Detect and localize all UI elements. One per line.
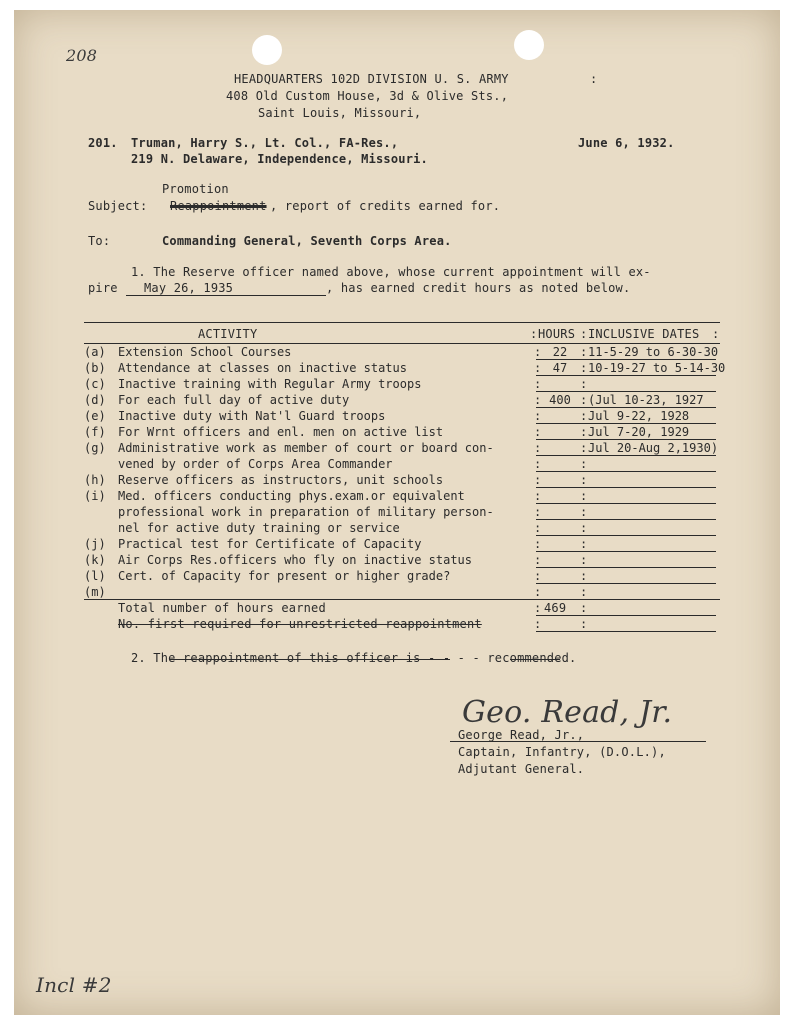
first-required-underline — [536, 631, 716, 632]
row-activity: Extension School Courses — [118, 345, 292, 359]
column-separator: : — [580, 537, 588, 551]
column-separator: : — [534, 441, 542, 455]
header-colon-2: : — [580, 327, 588, 341]
row-activity: Air Corps Res.officers who fly on inactive status — [118, 553, 473, 567]
expire-date-underline — [126, 295, 326, 296]
to-value: Commanding General, Seventh Corps Area. — [162, 234, 452, 248]
table-row — [84, 393, 724, 409]
column-separator: : — [580, 505, 588, 519]
header-rule — [84, 343, 720, 344]
column-separator: : — [534, 377, 542, 391]
punch-hole-left — [252, 35, 282, 65]
row-key: (i) — [84, 489, 106, 503]
row-dates: Jul 20-Aug 2,1930) — [588, 441, 719, 455]
row-underline — [536, 567, 716, 568]
row-key: (a) — [84, 345, 106, 359]
para1-prefix: pire — [88, 281, 118, 295]
subject-struck-word: Reappointment — [170, 199, 267, 213]
column-separator: : — [534, 345, 542, 359]
row-underline — [536, 391, 716, 392]
column-separator: : — [580, 457, 588, 471]
column-separator: : — [580, 473, 588, 487]
row-dates: Jul 7-20, 1929 — [588, 425, 690, 439]
table-row — [84, 505, 724, 521]
row-underline — [536, 471, 716, 472]
row-activity: Inactive training with Regular Army troops — [118, 377, 422, 391]
column-separator: : — [580, 361, 588, 375]
header-hours: HOURS — [538, 327, 576, 341]
row-key: (l) — [84, 569, 106, 583]
header-dates: INCLUSIVE DATES — [588, 327, 700, 341]
column-separator: : — [580, 393, 588, 407]
row-key: (m) — [84, 585, 106, 599]
column-separator: : — [534, 473, 542, 487]
subject-text: , report of credits earned for. — [270, 199, 501, 213]
subject-label: Subject: — [88, 199, 148, 213]
row-key: (f) — [84, 425, 106, 439]
column-separator: : — [580, 569, 588, 583]
row-underline — [536, 503, 716, 504]
table-row — [84, 537, 724, 553]
letterhead-line-1: HEADQUARTERS 102D DIVISION U. S. ARMY — [234, 72, 509, 86]
row-underline — [536, 439, 716, 440]
row-activity: For each full day of active duty — [118, 393, 350, 407]
table-row — [84, 569, 724, 585]
para1-suffix: , has earned credit hours as noted below. — [326, 281, 631, 295]
total-rule — [84, 599, 720, 600]
row-hours: 400 — [549, 393, 571, 407]
column-separator: : — [580, 553, 588, 567]
column-separator: : — [580, 409, 588, 423]
column-separator: : — [580, 489, 588, 503]
para2-strike-2 — [510, 659, 560, 660]
header-colon-1: : — [530, 327, 538, 341]
row-underline — [536, 583, 716, 584]
column-separator: : — [580, 377, 588, 391]
row-underline — [536, 359, 716, 360]
column-separator: : — [534, 361, 542, 375]
punch-hole-right — [514, 30, 544, 60]
row-activity: professional work in preparation of military person- — [118, 505, 494, 519]
table-row — [84, 489, 724, 505]
header-colon-3: : — [712, 327, 720, 341]
row-dates: (Jul 10-23, 1927 — [588, 393, 704, 407]
column-separator: : — [534, 537, 542, 551]
addressee-name: Truman, Harry S., Lt. Col., FA-Res., — [131, 136, 399, 150]
column-separator: : — [534, 457, 542, 471]
row-underline — [536, 487, 716, 488]
total-colon: : — [534, 601, 542, 615]
row-key: (e) — [84, 409, 106, 423]
table-row — [84, 457, 724, 473]
letter-date: June 6, 1932. — [578, 136, 675, 150]
column-separator: : — [534, 569, 542, 583]
expire-date: May 26, 1935 — [144, 281, 234, 295]
row-dates: 11-5-29 to 6-30-30 — [588, 345, 719, 359]
table-row — [84, 425, 724, 441]
row-key: (k) — [84, 553, 106, 567]
subject-inserted: Promotion — [162, 182, 229, 196]
signer-rank: Captain, Infantry, (D.O.L.), — [458, 745, 666, 759]
row-underline — [536, 551, 716, 552]
row-dates: 10-19-27 to 5-14-30 — [588, 361, 726, 375]
row-activity: For Wrnt officers and enl. men on active list — [118, 425, 444, 439]
first-required-colon: : — [534, 617, 542, 631]
table-row — [84, 377, 724, 393]
first-required-colon-2: : — [580, 617, 588, 631]
file-reference: 201. — [88, 136, 118, 150]
row-activity: Reserve officers as instructors, unit schools — [118, 473, 444, 487]
row-activity: Attendance at classes on inactive status — [118, 361, 407, 375]
table-row — [84, 553, 724, 569]
column-separator: : — [534, 553, 542, 567]
row-hours: 47 — [552, 361, 568, 375]
row-underline — [536, 375, 716, 376]
row-activity: nel for active duty training or service — [118, 521, 400, 535]
row-key: (c) — [84, 377, 106, 391]
to-label: To: — [88, 234, 111, 248]
total-hours: 469 — [544, 601, 567, 615]
first-required-label: No. first required for unrestricted reappointment — [118, 617, 482, 631]
marginal-note-bottom: Incl #2 — [36, 973, 112, 997]
column-separator: : — [534, 521, 542, 535]
table-row — [84, 361, 724, 377]
column-separator: : — [580, 345, 588, 359]
letterhead-line-2: 408 Old Custom House, 3d & Olive Sts., — [226, 89, 509, 103]
row-dates: Jul 9-22, 1928 — [588, 409, 690, 423]
letterhead-colon: : — [590, 72, 598, 86]
addressee-address: 219 N. Delaware, Independence, Missouri. — [131, 152, 428, 166]
marginal-note-top: 208 — [66, 46, 98, 65]
row-hours: 22 — [552, 345, 568, 359]
para2: 2. The reappointment of this officer is - - - - recommended. — [131, 651, 577, 665]
column-separator: : — [580, 585, 588, 599]
column-separator: : — [580, 521, 588, 535]
signer-title: Adjutant General. — [458, 762, 585, 776]
row-underline — [536, 423, 716, 424]
column-separator: : — [534, 425, 542, 439]
column-separator: : — [534, 393, 542, 407]
row-activity: Practical test for Certificate of Capacity — [118, 537, 422, 551]
table-row — [84, 521, 724, 537]
row-activity: Med. officers conducting phys.exam.or equivalent — [118, 489, 465, 503]
row-key: (g) — [84, 441, 106, 455]
column-separator: : — [580, 425, 588, 439]
para1-line1: 1. The Reserve officer named above, whose current appointment will ex- — [131, 265, 651, 279]
column-separator: : — [534, 505, 542, 519]
row-underline — [536, 407, 716, 408]
row-activity: Cert. of Capacity for present or higher grade? — [118, 569, 451, 583]
table-row — [84, 409, 724, 425]
table-row — [84, 345, 724, 361]
table-top-rule — [84, 322, 720, 323]
row-key: (h) — [84, 473, 106, 487]
letterhead-line-3: Saint Louis, Missouri, — [258, 106, 422, 120]
row-key: (b) — [84, 361, 106, 375]
table-row — [84, 441, 724, 457]
row-activity: Inactive duty with Nat'l Guard troops — [118, 409, 386, 423]
para2-strike — [170, 659, 450, 660]
document-page — [14, 10, 780, 1015]
row-underline — [536, 535, 716, 536]
row-key: (d) — [84, 393, 106, 407]
handwritten-signature: Geo. Read, Jr. — [462, 695, 673, 730]
row-key: (j) — [84, 537, 106, 551]
column-separator: : — [534, 489, 542, 503]
signature-rule — [450, 741, 706, 742]
column-separator: : — [534, 409, 542, 423]
column-separator: : — [580, 441, 588, 455]
row-activity: vened by order of Corps Area Commander — [118, 457, 393, 471]
table-row — [84, 473, 724, 489]
row-activity: Administrative work as member of court or board con- — [118, 441, 494, 455]
header-activity: ACTIVITY — [198, 327, 258, 341]
row-underline — [536, 519, 716, 520]
row-underline — [536, 455, 716, 456]
total-label: Total number of hours earned — [118, 601, 326, 615]
column-separator: : — [534, 585, 542, 599]
total-colon-2: : — [580, 601, 588, 615]
signer-name: George Read, Jr., — [458, 728, 585, 742]
total-hours-underline — [536, 615, 716, 616]
